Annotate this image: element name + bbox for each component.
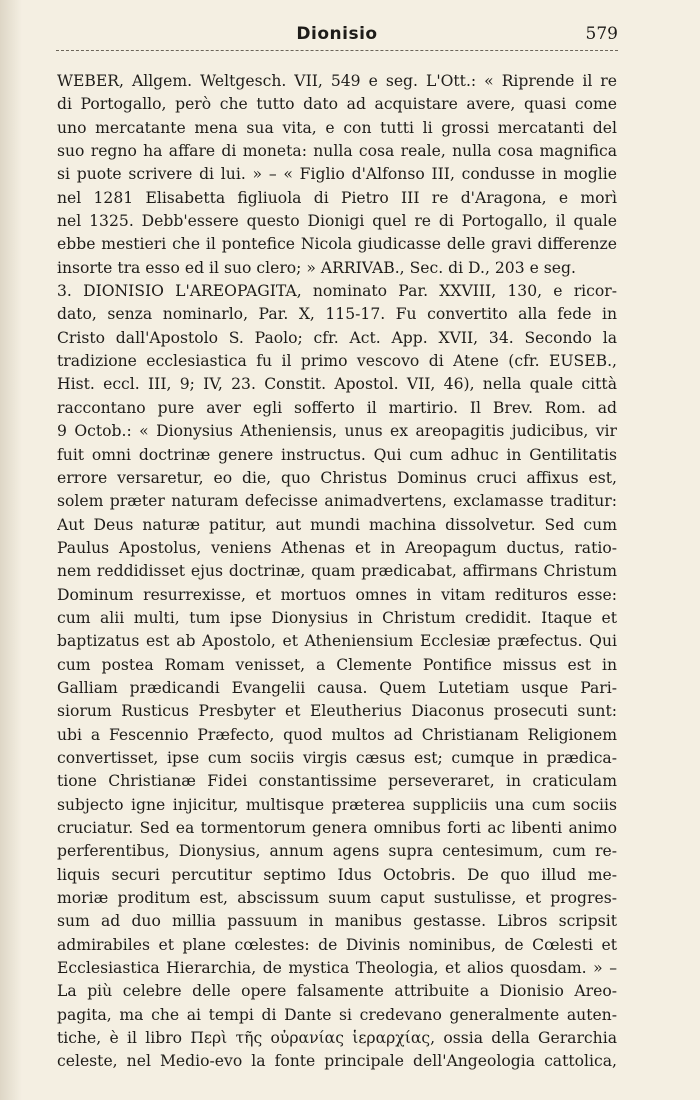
text-line: subjecto igne injicitur, multisque præterea suppliciis una cum sociis — [57, 795, 617, 814]
text-line: nel 1325. Debb'essere questo Dionigi quel re di Portogallo, il quale — [57, 212, 617, 231]
text-line: Hist. eccl. III, 9; IV, 23. Constit. Apostol. VII, 46), nella quale città — [57, 375, 617, 394]
text-line: raccontano pure aver egli sofferto il martirio. Il Brev. Rom. ad — [57, 398, 617, 417]
text-line: siorum Rusticus Presbyter et Eleutherius Diaconus prosecuti sunt: — [57, 702, 617, 721]
text-line: perferentibus, Dionysius, annum agens supra centesimum, cum re- — [57, 842, 617, 861]
text-line: liquis securi percutitur septimo Idus Octobris. De quo illud me- — [57, 865, 617, 884]
text-line: errore versaretur, eo die, quo Christus Dominus cruci affixus est, — [57, 468, 617, 487]
text-line: admirabiles et plane cœlestes: de Divinis nominibus, de Cœlesti et — [57, 935, 617, 954]
header-rule — [56, 50, 618, 51]
text-line: La più celebre delle opere falsamente attribuite a Dionisio Areo- — [57, 982, 617, 1001]
text-line: tiche, è il libro Περὶ τῆς οὐρανίας ἱεραρχίας, ossia della Gerarchia — [57, 1029, 617, 1048]
text-line: nem reddidisset ejus doctrinæ, quam prædicabat, affirmans Christum — [57, 562, 617, 581]
body-text — [57, 70, 617, 1074]
text-line: Cristo dall'Apostolo S. Paolo; cfr. Act. App. XVII, 34. Secondo la — [57, 328, 617, 347]
text-line: tradizione ecclesiastica fu il primo vescovo di Atene (cfr. EUSEB., — [57, 352, 617, 371]
page-number: 579 — [585, 24, 618, 44]
text-line: baptizatus est ab Apostolo, et Atheniensium Ecclesiæ præfectus. Qui — [57, 632, 617, 651]
text-line: insorte tra esso ed il suo clero; » ARRIVAB., Sec. di D., 203 e seg. — [57, 258, 576, 277]
text-line: cruciatur. Sed ea tormentorum genera omnibus forti ac libenti animo — [57, 819, 617, 837]
running-title: Dionisio — [296, 24, 378, 44]
text-line: fuit omni doctrinæ genere instructus. Qui cum adhuc in Gentilitatis — [57, 445, 617, 464]
text-line: solem præter naturam defecisse animadvertens, exclamasse traditur: — [57, 492, 617, 511]
text-line: pagita, ma che ai tempi di Dante si credevano generalmente auten- — [57, 1005, 617, 1024]
text-line: sum ad duo millia passuum in manibus gestasse. Libros scripsit — [57, 912, 617, 931]
page-header — [56, 22, 618, 50]
text-line: si puote scrivere di lui. » – « Figlio d'Alfonso III, condusse in moglie — [57, 165, 617, 184]
text-line: ebbe mestieri che il pontefice Nicola giudicasse delle gravi differenze — [57, 235, 617, 254]
text-line: Paulus Apostolus, veniens Athenas et in Areopagum ductus, ratio- — [57, 538, 617, 557]
text-line: cum alii multi, tum ipse Dionysius in Christum credidit. Itaque et — [57, 608, 617, 627]
text-line: 9 Octob.: « Dionysius Atheniensis, unus ex areopagitis judicibus, vir — [57, 422, 617, 441]
text-line: ubi a Fescennio Præfecto, quod multos ad Christianam Religionem — [57, 725, 617, 744]
text-line: WEBER, Allgem. Weltgesch. VII, 549 e seg. L'Ott.: « Riprende il re — [57, 72, 617, 90]
text-line: uno mercatante mena sua vita, e con tutti li grossi mercatanti del — [57, 118, 617, 137]
text-line: moriæ proditum est, abscissum suum caput sustulisse, et progres- — [57, 889, 617, 908]
text-line: nel 1281 Elisabetta figliuola di Pietro III re d'Aragona, e morì — [57, 188, 617, 207]
text-line: suo regno ha affare di moneta: nulla cosa reale, nulla cosa magnifica — [57, 142, 617, 161]
text-line: di Portogallo, però che tutto dato ad acquistare avere, quasi come — [57, 95, 617, 114]
text-line: Galliam prædicandi Evangelii causa. Quem Lutetiam usque Pari- — [57, 678, 617, 697]
text-line: Ecclesiastica Hierarchia, de mystica Theologia, et alios quosdam. » – — [57, 959, 617, 978]
text-line: tione Christianæ Fidei constantissime perseveraret, in craticulam — [57, 772, 617, 791]
text-line: 3. DIONISIO L'AREOPAGITA, nominato Par. XXVIII, 130, e ricor- — [57, 282, 617, 301]
text-line: dato, senza nominarlo, Par. X, 115-17. Fu convertito alla fede in — [57, 305, 617, 324]
text-line: convertisset, ipse cum sociis virgis cæsus est; cumque in prædica- — [57, 748, 617, 767]
text-line: Aut Deus naturæ patitur, aut mundi machina dissolvetur. Sed cum — [57, 515, 617, 534]
text-line: celeste, nel Medio-evo la fonte principale dell'Angeologia cattolica, — [57, 1052, 617, 1071]
text-line: Dominum resurrexisse, et mortuos omnes in vitam redituros esse: — [57, 585, 617, 604]
text-line: cum postea Romam venisset, a Clemente Pontifice missus est in — [57, 655, 617, 674]
